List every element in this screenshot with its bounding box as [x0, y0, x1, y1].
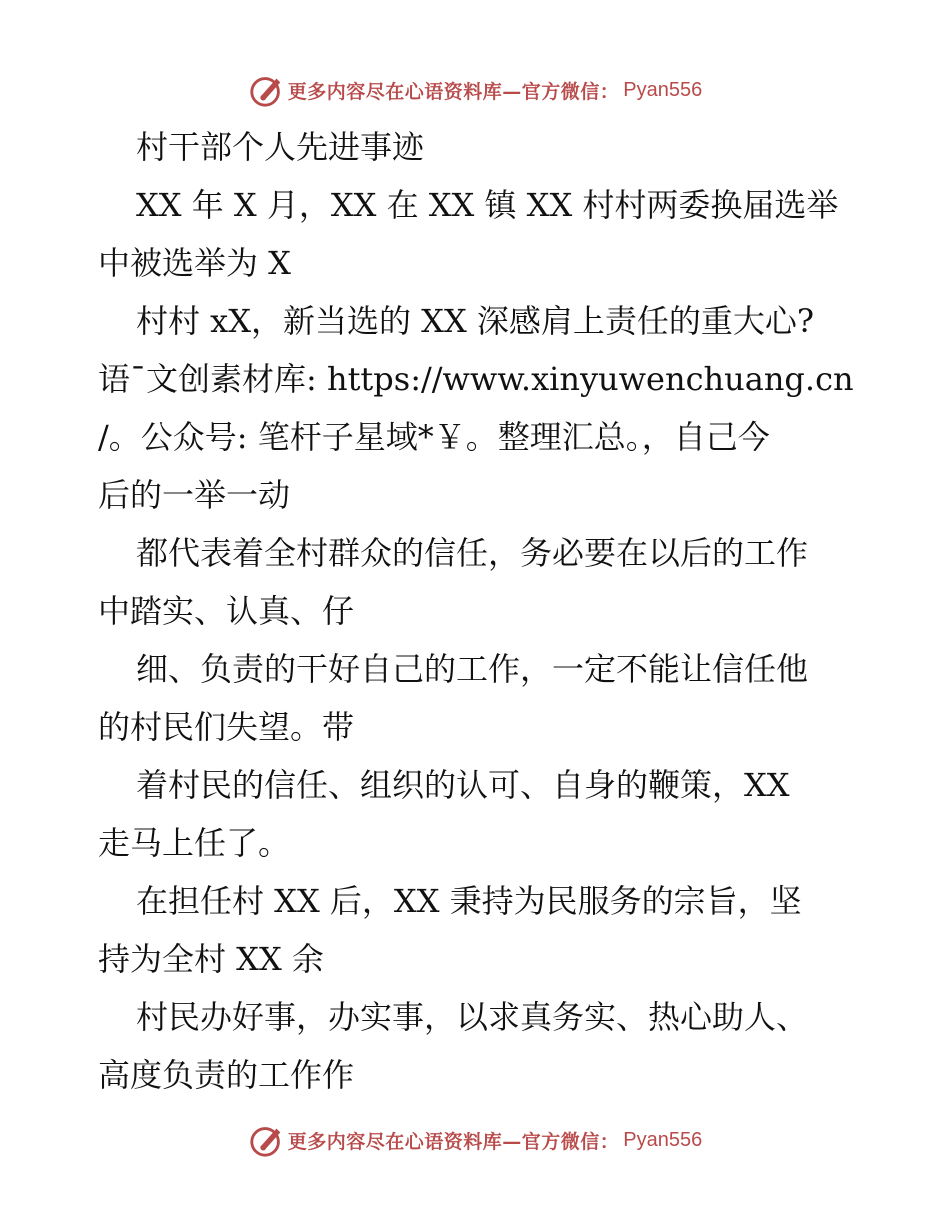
- text-line: 语¯文创素材库: https://www.xinyuwenchuang.cn: [98, 360, 854, 398]
- text-line: XX 年 X 月，XX 在 XX 镇 XX 村村两委换届选举: [136, 186, 839, 224]
- text-line: 后的一举一动: [98, 476, 291, 514]
- footer-banner: [0, 1118, 950, 1162]
- text-line: 的村民们失望。带: [98, 708, 355, 746]
- banner-handle: Pyan556: [623, 1128, 703, 1151]
- text-line: /。公众号: 笔杆子星域*￥。整理汇总。，自己今: [98, 418, 770, 456]
- document-title: 村干部个人先进事迹: [136, 128, 425, 166]
- banner-handle: Pyan556: [623, 78, 703, 101]
- text-line: 都代表着全村群众的信任，务必要在以后的工作: [136, 534, 809, 572]
- text-line: 走马上任了。: [98, 824, 291, 862]
- document-body: [98, 118, 858, 1104]
- text-line: 村民办好事，办实事，以求真务实、热心助人、: [136, 998, 809, 1036]
- banner-text: 更多内容尽在心语资料库—官方微信：: [287, 1130, 620, 1153]
- text-line: 持为全村 XX 余: [98, 940, 324, 978]
- text-line: 中被选举为 X: [98, 244, 291, 282]
- text-line: 着村民的信任、组织的认可、自身的鞭策，XX: [136, 766, 790, 804]
- header-banner: [0, 68, 950, 112]
- text-line: 细、负责的干好自己的工作，一定不能让信任他: [136, 650, 809, 688]
- banner-text: 更多内容尽在心语资料库—官方微信：: [287, 80, 620, 103]
- text-line: 在担任村 XX 后，XX 秉持为民服务的宗旨，坚: [136, 882, 802, 920]
- text-line: 高度负责的工作作: [98, 1056, 355, 1094]
- text-line: 中踏实、认真、仔: [98, 592, 355, 630]
- pen-nib-logo-icon: [248, 71, 286, 109]
- text-line: 村村 xX，新当选的 XX 深感肩上责任的重大心?: [136, 302, 815, 340]
- pen-nib-logo-icon: [248, 1121, 286, 1159]
